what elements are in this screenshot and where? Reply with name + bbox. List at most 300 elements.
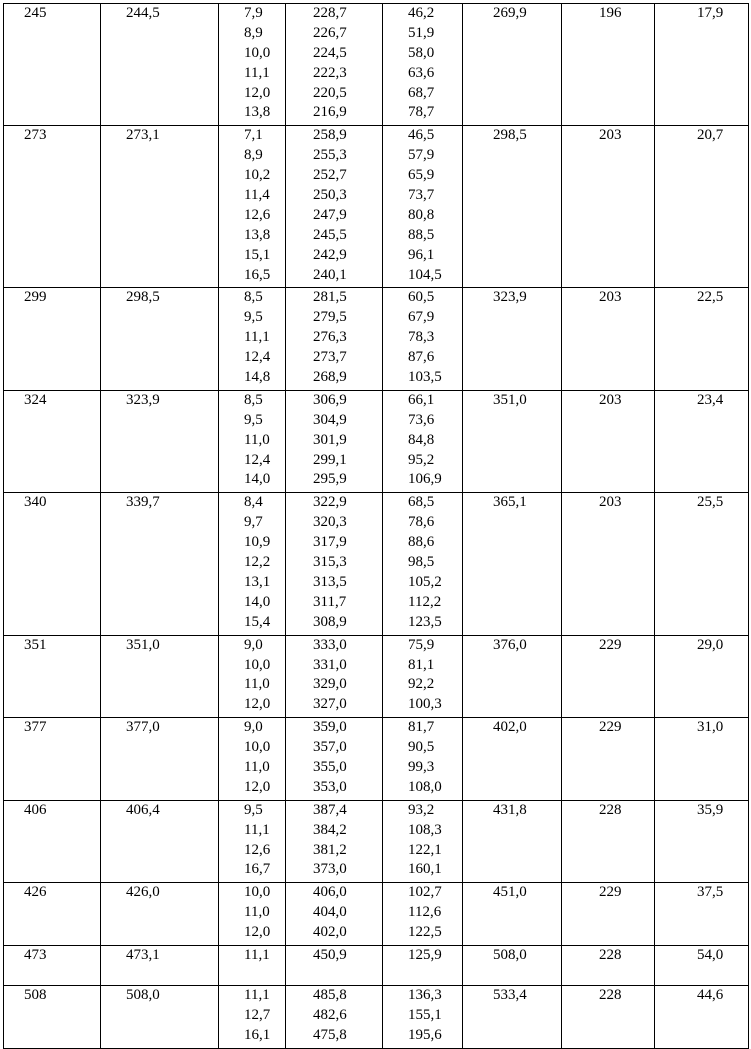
- cell-col-1: [4, 883, 101, 946]
- cell-line: 78,6: [408, 514, 435, 531]
- cell-value: 508,0: [126, 986, 160, 1003]
- cell-line: 122,5: [408, 924, 442, 941]
- cell-col-5: [383, 288, 463, 390]
- cell-value: 25,5: [697, 494, 724, 511]
- cell-line: 306,9: [313, 391, 347, 408]
- cell-col-2: [101, 493, 219, 635]
- cell-line: 155,1: [408, 1006, 442, 1023]
- cell-line: 9,5: [244, 411, 263, 428]
- cell-value: 351,0: [126, 636, 160, 653]
- table-row: [4, 126, 749, 288]
- cell-col-2: [101, 800, 219, 883]
- cell-col-8: [655, 800, 749, 883]
- cell-col-3: [219, 883, 286, 946]
- cell-line: 258,9: [313, 127, 347, 144]
- cell-col-4: [286, 985, 383, 1048]
- cell-line: 195,6: [408, 1026, 442, 1043]
- cell-line: 240,1: [313, 266, 347, 283]
- cell-line: 8,5: [244, 289, 263, 306]
- cell-line: 322,9: [313, 494, 347, 511]
- cell-line: 63,6: [408, 64, 435, 81]
- cell-line: 247,9: [313, 206, 347, 223]
- cell-col-2: [101, 390, 219, 492]
- cell-line: 12,6: [244, 841, 271, 858]
- cell-line: 106,9: [408, 471, 442, 488]
- cell-col-6: [463, 288, 562, 390]
- cell-line: 373,0: [313, 861, 347, 878]
- cell-value: 426: [24, 884, 47, 901]
- cell-col-5: [383, 493, 463, 635]
- cell-value: 29,0: [697, 636, 724, 653]
- cell-line: 216,9: [313, 104, 347, 121]
- cell-line: 66,1: [408, 391, 435, 408]
- cell-line: 58,0: [408, 44, 435, 61]
- cell-line: 12,4: [244, 451, 271, 468]
- cell-value: 229: [599, 636, 622, 653]
- cell-line: 406,0: [313, 884, 347, 901]
- cell-col-3: [219, 493, 286, 635]
- cell-col-6: [463, 985, 562, 1048]
- cell-line: 317,9: [313, 534, 347, 551]
- cell-col-2: [101, 985, 219, 1048]
- cell-line: 78,3: [408, 329, 435, 346]
- cell-col-2: [101, 883, 219, 946]
- cell-value: 402,0: [493, 719, 527, 736]
- cell-line: 9,5: [244, 309, 263, 326]
- cell-line: 14,0: [244, 471, 271, 488]
- cell-col-1: [4, 945, 101, 985]
- cell-value: 376,0: [493, 636, 527, 653]
- cell-value: 44,6: [697, 986, 724, 1003]
- cell-value: 406,4: [126, 801, 160, 818]
- cell-value: 269,9: [493, 5, 527, 21]
- cell-col-3: [219, 800, 286, 883]
- cell-line: 11,1: [244, 986, 270, 1003]
- cell-line: 10,0: [244, 656, 271, 673]
- cell-line: 100,3: [408, 696, 442, 713]
- cell-line: 12,0: [244, 778, 271, 795]
- cell-value: 323,9: [493, 289, 527, 306]
- cell-col-2: [101, 4, 219, 126]
- cell-line: 122,1: [408, 841, 442, 858]
- cell-line: 10,0: [244, 884, 271, 901]
- cell-col-2: [101, 288, 219, 390]
- cell-col-8: [655, 4, 749, 126]
- cell-line: 9,0: [244, 636, 263, 653]
- cell-line: 10,9: [244, 534, 271, 551]
- cell-value: 229: [599, 884, 622, 901]
- cell-value: 23,4: [697, 391, 724, 408]
- cell-line: 8,4: [244, 494, 263, 511]
- cell-col-6: [463, 390, 562, 492]
- cell-col-8: [655, 718, 749, 801]
- cell-line: 78,7: [408, 104, 435, 121]
- cell-line: 311,7: [313, 593, 347, 610]
- table-row: [4, 635, 749, 718]
- cell-line: 46,5: [408, 127, 435, 144]
- table-row: [4, 800, 749, 883]
- cell-value: 426,0: [126, 884, 160, 901]
- cell-line: 112,2: [408, 593, 442, 610]
- cell-value: 31,0: [697, 719, 724, 736]
- cell-col-6: [463, 4, 562, 126]
- table-row: [4, 493, 749, 635]
- cell-col-7: [562, 4, 655, 126]
- cell-line: 84,8: [408, 431, 435, 448]
- cell-col-8: [655, 883, 749, 946]
- cell-line: 65,9: [408, 167, 435, 184]
- cell-line: 13,1: [244, 573, 271, 590]
- cell-col-2: [101, 718, 219, 801]
- cell-line: 381,2: [313, 841, 347, 858]
- cell-line: 12,0: [244, 84, 271, 101]
- cell-line: 108,3: [408, 821, 442, 838]
- cell-line: 75,9: [408, 636, 435, 653]
- pipe-dimensions-table: [3, 3, 749, 1049]
- cell-line: 250,3: [313, 187, 347, 204]
- cell-line: 11,4: [244, 187, 270, 204]
- cell-line: 73,7: [408, 187, 435, 204]
- cell-line: 90,5: [408, 739, 435, 756]
- cell-value: 377: [24, 719, 47, 736]
- cell-line: 13,8: [244, 104, 271, 121]
- cell-line: 10,2: [244, 167, 271, 184]
- cell-col-6: [463, 945, 562, 985]
- cell-line: 355,0: [313, 758, 347, 775]
- cell-value: 473: [24, 946, 47, 963]
- cell-value: 17,9: [697, 5, 724, 21]
- table-body: [4, 4, 749, 1049]
- cell-line: 8,5: [244, 391, 263, 408]
- cell-col-1: [4, 390, 101, 492]
- cell-line: 475,8: [313, 1026, 347, 1043]
- cell-line: 299,1: [313, 451, 347, 468]
- cell-value: 340: [24, 494, 47, 511]
- cell-col-2: [101, 945, 219, 985]
- cell-line: 333,0: [313, 636, 347, 653]
- cell-value: 229: [599, 719, 622, 736]
- cell-line: 301,9: [313, 431, 347, 448]
- cell-col-4: [286, 800, 383, 883]
- cell-col-7: [562, 635, 655, 718]
- table-row: [4, 945, 749, 985]
- cell-line: 15,1: [244, 246, 271, 263]
- cell-line: 11,1: [244, 946, 270, 963]
- cell-col-4: [286, 945, 383, 985]
- cell-col-7: [562, 945, 655, 985]
- cell-value: 203: [599, 127, 622, 144]
- cell-value: 196: [599, 5, 622, 21]
- cell-value: 351,0: [493, 391, 527, 408]
- cell-value: 228: [599, 986, 622, 1003]
- cell-line: 357,0: [313, 739, 347, 756]
- cell-col-5: [383, 883, 463, 946]
- cell-col-5: [383, 4, 463, 126]
- cell-value: 473,1: [126, 946, 160, 963]
- cell-line: 226,7: [313, 24, 347, 41]
- cell-line: 485,8: [313, 986, 347, 1003]
- cell-line: 276,3: [313, 329, 347, 346]
- cell-line: 353,0: [313, 778, 347, 795]
- cell-line: 12,7: [244, 1006, 271, 1023]
- cell-col-8: [655, 493, 749, 635]
- cell-col-3: [219, 126, 286, 288]
- cell-col-6: [463, 718, 562, 801]
- cell-col-5: [383, 800, 463, 883]
- cell-col-3: [219, 635, 286, 718]
- cell-line: 12,6: [244, 206, 271, 223]
- table-row: [4, 4, 749, 126]
- cell-value: 273: [24, 127, 47, 144]
- cell-line: 68,5: [408, 494, 435, 511]
- cell-value: 533,4: [493, 986, 527, 1003]
- cell-line: 327,0: [313, 696, 347, 713]
- cell-col-1: [4, 635, 101, 718]
- cell-line: 12,0: [244, 696, 271, 713]
- cell-col-5: [383, 126, 463, 288]
- cell-line: 88,6: [408, 534, 435, 551]
- cell-line: 81,1: [408, 656, 435, 673]
- cell-col-5: [383, 985, 463, 1048]
- cell-line: 279,5: [313, 309, 347, 326]
- cell-line: 103,5: [408, 369, 442, 386]
- cell-value: 365,1: [493, 494, 527, 511]
- cell-value: 228: [599, 801, 622, 818]
- cell-col-1: [4, 4, 101, 126]
- cell-value: 298,5: [493, 127, 527, 144]
- cell-col-1: [4, 126, 101, 288]
- cell-col-1: [4, 493, 101, 635]
- cell-line: 16,7: [244, 861, 271, 878]
- cell-line: 308,9: [313, 613, 347, 630]
- cell-col-6: [463, 800, 562, 883]
- cell-line: 12,4: [244, 349, 271, 366]
- cell-col-4: [286, 288, 383, 390]
- cell-col-8: [655, 635, 749, 718]
- cell-line: 268,9: [313, 369, 347, 386]
- cell-line: 402,0: [313, 924, 347, 941]
- cell-value: 508: [24, 986, 47, 1003]
- cell-line: 96,1: [408, 246, 435, 263]
- cell-col-8: [655, 126, 749, 288]
- cell-col-1: [4, 800, 101, 883]
- cell-value: 203: [599, 494, 622, 511]
- cell-col-1: [4, 985, 101, 1048]
- cell-line: 73,6: [408, 411, 435, 428]
- cell-line: 11,0: [244, 904, 270, 921]
- cell-col-4: [286, 493, 383, 635]
- cell-col-8: [655, 288, 749, 390]
- cell-value: 351: [24, 636, 47, 653]
- cell-line: 81,7: [408, 719, 435, 736]
- cell-value: 273,1: [126, 127, 160, 144]
- cell-line: 12,2: [244, 554, 271, 571]
- cell-value: 508,0: [493, 946, 527, 963]
- cell-line: 252,7: [313, 167, 347, 184]
- cell-value: 431,8: [493, 801, 527, 818]
- cell-line: 281,5: [313, 289, 347, 306]
- cell-col-2: [101, 126, 219, 288]
- cell-line: 295,9: [313, 471, 347, 488]
- cell-line: 8,9: [244, 147, 263, 164]
- cell-line: 482,6: [313, 1006, 347, 1023]
- cell-line: 320,3: [313, 514, 347, 531]
- cell-line: 11,1: [244, 64, 270, 81]
- cell-line: 329,0: [313, 676, 347, 693]
- cell-line: 242,9: [313, 246, 347, 263]
- cell-line: 387,4: [313, 801, 347, 818]
- cell-line: 92,2: [408, 676, 435, 693]
- cell-line: 224,5: [313, 44, 347, 61]
- cell-line: 7,1: [244, 127, 263, 144]
- cell-col-6: [463, 883, 562, 946]
- cell-line: 104,5: [408, 266, 442, 283]
- cell-line: 123,5: [408, 613, 442, 630]
- cell-col-3: [219, 288, 286, 390]
- cell-line: 9,7: [244, 514, 263, 531]
- cell-col-6: [463, 126, 562, 288]
- cell-col-7: [562, 390, 655, 492]
- table-container: [3, 3, 749, 1049]
- cell-col-3: [219, 390, 286, 492]
- cell-col-7: [562, 718, 655, 801]
- table-row: [4, 390, 749, 492]
- cell-line: 9,0: [244, 719, 263, 736]
- cell-value: 244,5: [126, 5, 160, 21]
- cell-line: 222,3: [313, 64, 347, 81]
- cell-col-7: [562, 493, 655, 635]
- cell-line: 51,9: [408, 24, 435, 41]
- cell-col-3: [219, 718, 286, 801]
- cell-line: 13,8: [244, 226, 271, 243]
- cell-value: 20,7: [697, 127, 724, 144]
- cell-col-3: [219, 945, 286, 985]
- cell-value: 203: [599, 289, 622, 306]
- cell-col-5: [383, 390, 463, 492]
- cell-line: 136,3: [408, 986, 442, 1003]
- cell-line: 273,7: [313, 349, 347, 366]
- cell-line: 67,9: [408, 309, 435, 326]
- cell-value: 203: [599, 391, 622, 408]
- cell-line: 57,9: [408, 147, 435, 164]
- cell-col-6: [463, 635, 562, 718]
- cell-line: 80,8: [408, 206, 435, 223]
- table-row: [4, 883, 749, 946]
- cell-line: 10,0: [244, 44, 271, 61]
- cell-value: 228: [599, 946, 622, 963]
- cell-line: 14,8: [244, 369, 271, 386]
- cell-line: 105,2: [408, 573, 442, 590]
- cell-col-2: [101, 635, 219, 718]
- cell-line: 15,4: [244, 613, 271, 630]
- cell-line: 11,1: [244, 329, 270, 346]
- cell-line: 313,5: [313, 573, 347, 590]
- cell-col-7: [562, 288, 655, 390]
- cell-line: 88,5: [408, 226, 435, 243]
- cell-col-8: [655, 985, 749, 1048]
- cell-col-4: [286, 718, 383, 801]
- cell-col-8: [655, 390, 749, 492]
- cell-value: 22,5: [697, 289, 724, 306]
- cell-line: 160,1: [408, 861, 442, 878]
- table-row: [4, 288, 749, 390]
- cell-value: 54,0: [697, 946, 724, 963]
- cell-col-5: [383, 635, 463, 718]
- cell-value: 339,7: [126, 494, 160, 511]
- cell-col-4: [286, 883, 383, 946]
- cell-line: 9,5: [244, 801, 263, 818]
- cell-col-4: [286, 126, 383, 288]
- cell-value: 37,5: [697, 884, 724, 901]
- cell-value: 406: [24, 801, 47, 818]
- cell-line: 11,1: [244, 821, 270, 838]
- cell-line: 359,0: [313, 719, 347, 736]
- cell-line: 11,0: [244, 676, 270, 693]
- cell-line: 102,7: [408, 884, 442, 901]
- cell-line: 11,0: [244, 431, 270, 448]
- cell-line: 68,7: [408, 84, 435, 101]
- table-row: [4, 985, 749, 1048]
- cell-col-7: [562, 126, 655, 288]
- cell-col-1: [4, 718, 101, 801]
- cell-col-3: [219, 985, 286, 1048]
- cell-line: 304,9: [313, 411, 347, 428]
- cell-col-8: [655, 945, 749, 985]
- cell-line: 7,9: [244, 5, 263, 21]
- cell-value: 35,9: [697, 801, 724, 818]
- cell-line: 315,3: [313, 554, 347, 571]
- cell-line: 450,9: [313, 946, 347, 963]
- cell-line: 384,2: [313, 821, 347, 838]
- cell-col-4: [286, 390, 383, 492]
- cell-line: 16,5: [244, 266, 271, 283]
- cell-value: 323,9: [126, 391, 160, 408]
- cell-line: 10,0: [244, 739, 271, 756]
- cell-line: 99,3: [408, 758, 435, 775]
- cell-col-1: [4, 288, 101, 390]
- cell-line: 245,5: [313, 226, 347, 243]
- cell-col-7: [562, 800, 655, 883]
- cell-line: 404,0: [313, 904, 347, 921]
- cell-line: 87,6: [408, 349, 435, 366]
- cell-line: 12,0: [244, 924, 271, 941]
- cell-col-4: [286, 635, 383, 718]
- cell-line: 16,1: [244, 1026, 271, 1043]
- cell-line: 331,0: [313, 656, 347, 673]
- cell-line: 46,2: [408, 5, 435, 21]
- cell-line: 220,5: [313, 84, 347, 101]
- cell-line: 125,9: [408, 946, 442, 963]
- cell-line: 95,2: [408, 451, 435, 468]
- cell-line: 8,9: [244, 24, 263, 41]
- cell-line: 11,0: [244, 758, 270, 775]
- cell-value: 324: [24, 391, 47, 408]
- cell-col-7: [562, 883, 655, 946]
- cell-value: 298,5: [126, 289, 160, 306]
- cell-line: 112,6: [408, 904, 442, 921]
- cell-col-4: [286, 4, 383, 126]
- cell-value: 245: [24, 5, 47, 21]
- cell-value: 377,0: [126, 719, 160, 736]
- cell-col-6: [463, 493, 562, 635]
- cell-col-5: [383, 718, 463, 801]
- cell-col-3: [219, 4, 286, 126]
- cell-line: 60,5: [408, 289, 435, 306]
- cell-line: 255,3: [313, 147, 347, 164]
- cell-line: 108,0: [408, 778, 442, 795]
- table-row: [4, 718, 749, 801]
- cell-line: 93,2: [408, 801, 435, 818]
